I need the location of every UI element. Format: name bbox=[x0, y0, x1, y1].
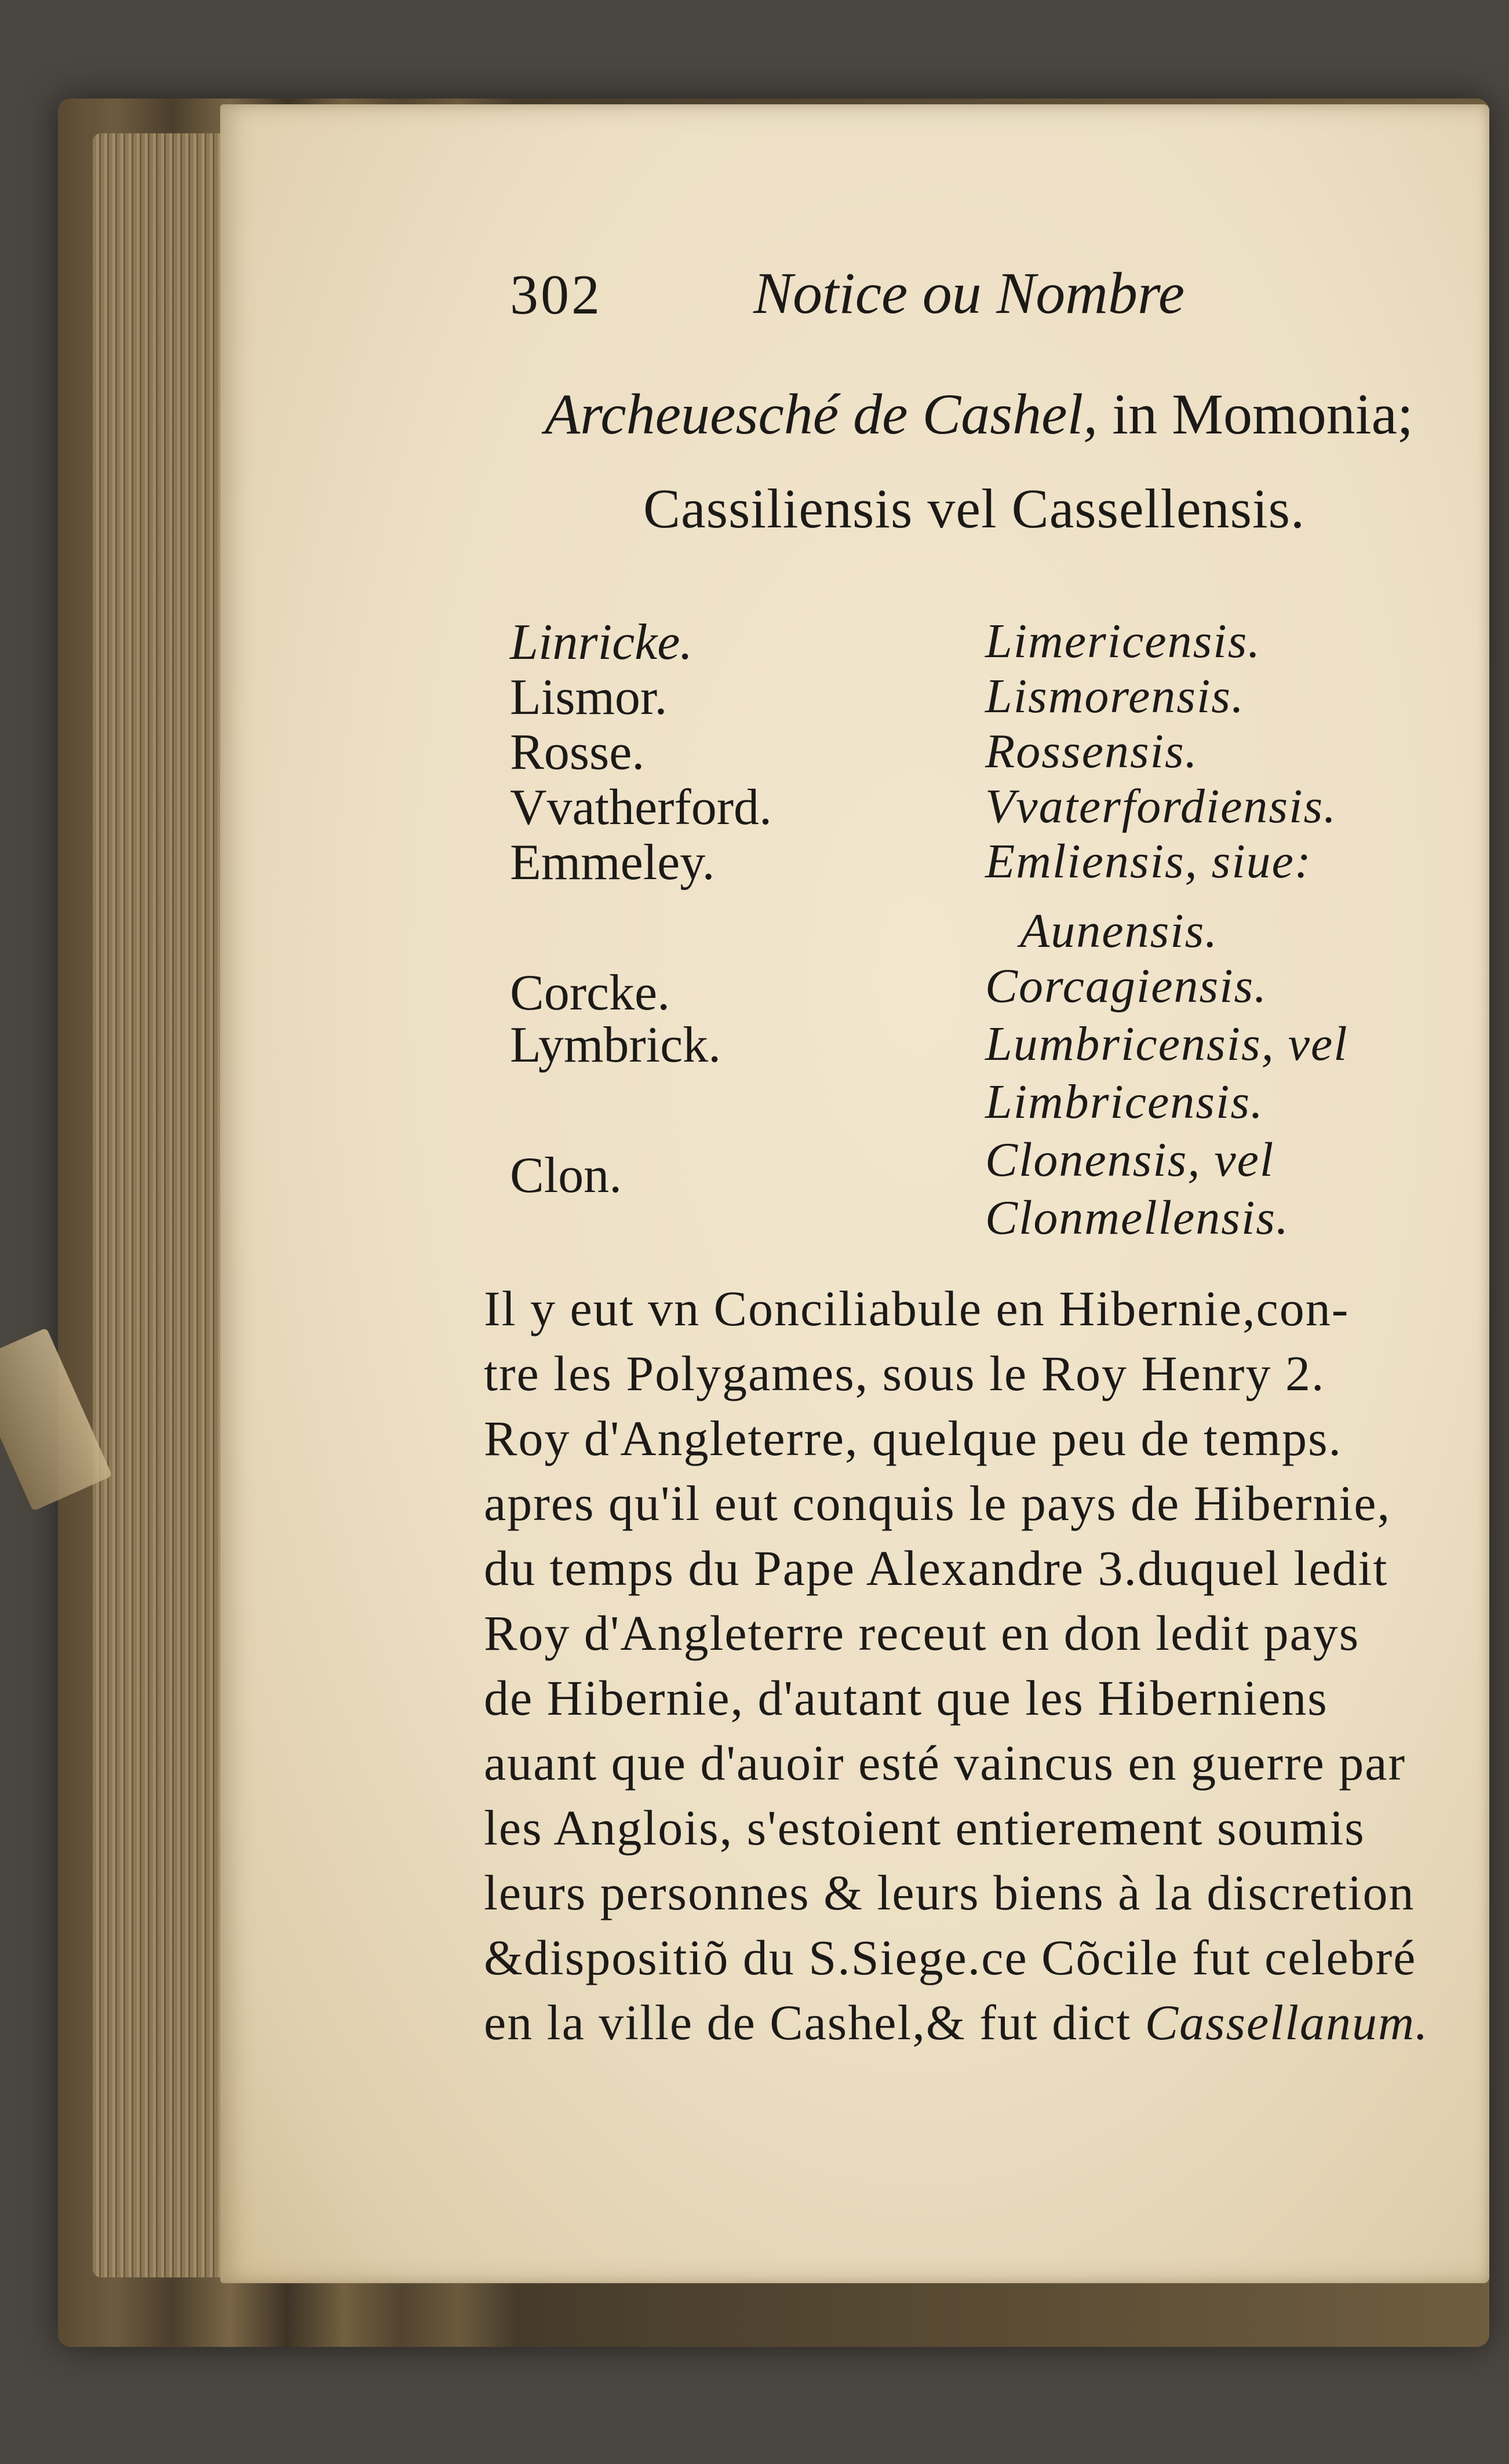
paragraph-line bbox=[484, 1281, 1350, 1336]
running-title: Notice ou Nombre bbox=[753, 261, 1185, 326]
paragraph-line-text: du temps du Pape Alexandre 3.duquel ledit bbox=[484, 1540, 1388, 1596]
paragraph-line-text: en la ville de Cashel,& fut dict bbox=[484, 1995, 1145, 2050]
paragraph-line bbox=[484, 1995, 1429, 2050]
paragraph-line bbox=[484, 1605, 1360, 1661]
paragraph-line-text: Il y eut vn Conciliabule en Hibernie,con- bbox=[484, 1281, 1350, 1336]
paragraph-line bbox=[484, 1800, 1365, 1856]
paragraph-line-text: apres qu'il eut conquis le pays de Hibernie, bbox=[484, 1475, 1391, 1531]
paragraph-line bbox=[484, 1475, 1391, 1531]
diocese-latin: Limericensis. bbox=[985, 614, 1262, 668]
paragraph-line bbox=[484, 1540, 1388, 1596]
diocese-vernacular: Clon. bbox=[510, 1147, 622, 1204]
paragraph-line-text: les Anglois, s'estoient entierement soumis bbox=[484, 1800, 1365, 1856]
paragraph-line-text: &dispositiõ du S.Siege.ce Cõcile fut celebré bbox=[484, 1930, 1417, 1985]
diocese-vernacular: Emmeley. bbox=[510, 834, 715, 891]
paragraph-line bbox=[484, 1735, 1406, 1791]
running-head bbox=[510, 261, 1379, 330]
diocese-latin: Rossensis. bbox=[985, 724, 1198, 778]
paragraph-line bbox=[484, 1670, 1328, 1726]
diocese-vernacular: Lismor. bbox=[510, 669, 668, 726]
page-number: 302 bbox=[510, 264, 602, 326]
paragraph-line-text: de Hibernie, d'autant que les Hiberniens bbox=[484, 1670, 1328, 1726]
section-heading-line-2: Cassiliensis vel Cassellensis. bbox=[643, 478, 1305, 540]
paragraph-line-text: tre les Polygames, sous le Roy Henry 2. bbox=[484, 1346, 1325, 1401]
diocese-latin: Clonensis, vel bbox=[985, 1133, 1275, 1187]
diocese-latin: Lismorensis. bbox=[985, 669, 1245, 723]
diocese-latin: Clonmellensis. bbox=[985, 1191, 1289, 1245]
paragraph-line bbox=[484, 1410, 1343, 1466]
heading-italic-part: Archeuesché de Cashel, bbox=[545, 382, 1098, 446]
diocese-latin: Emliensis, siue: bbox=[985, 834, 1312, 888]
paragraph-line bbox=[484, 1346, 1325, 1401]
paragraph-final-italic: Cassellanum. bbox=[1144, 1995, 1429, 2050]
diocese-vernacular: Linricke. bbox=[510, 614, 693, 670]
diocese-vernacular: Lymbrick. bbox=[510, 1017, 721, 1073]
paragraph-line bbox=[484, 1865, 1415, 1920]
paragraph-line-text: leurs personnes & leurs biens à la discretion bbox=[484, 1865, 1415, 1920]
paragraph-line bbox=[484, 1930, 1417, 1985]
diocese-latin: Aunensis. bbox=[1020, 904, 1219, 958]
paragraph-line-text: Roy d'Angleterre receut en don ledit pays bbox=[484, 1605, 1360, 1661]
diocese-latin: Corcagiensis. bbox=[985, 959, 1268, 1013]
diocese-latin: Lumbricensis, vel bbox=[985, 1017, 1348, 1071]
diocese-vernacular: Rosse. bbox=[510, 724, 645, 781]
diocese-vernacular: Corcke. bbox=[510, 965, 670, 1021]
paragraph-line-text: auant que d'auoir esté vaincus en guerre par bbox=[484, 1735, 1406, 1791]
section-heading-line-1 bbox=[545, 382, 1413, 446]
diocese-latin: Vvaterfordiensis. bbox=[985, 779, 1337, 833]
paragraph-line-text: Roy d'Angleterre, quelque peu de temps. bbox=[484, 1410, 1343, 1466]
heading-roman-part: in Momonia; bbox=[1098, 382, 1413, 446]
diocese-latin: Limbricensis. bbox=[985, 1075, 1264, 1129]
diocese-vernacular: Vvatherford. bbox=[510, 779, 772, 836]
